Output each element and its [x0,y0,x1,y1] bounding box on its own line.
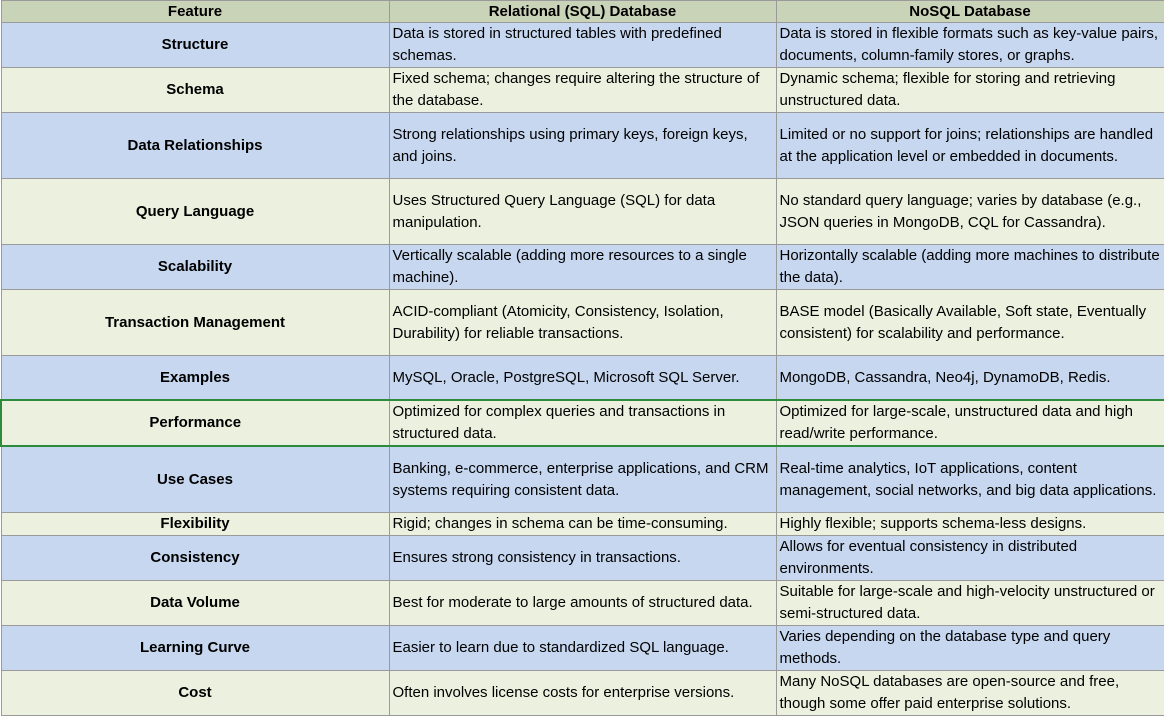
nosql-cell[interactable]: BASE model (Basically Available, Soft state, Eventually consistent) for scalability and performance. [776,290,1164,356]
table-row [1,179,1164,245]
feature-cell[interactable]: Schema [1,68,389,113]
table-row [1,626,1164,671]
feature-cell[interactable]: Performance [1,400,389,446]
sql-cell[interactable]: Data is stored in structured tables with predefined schemas. [389,23,776,68]
table-row [1,671,1164,716]
nosql-cell[interactable]: Allows for eventual consistency in distributed environments. [776,536,1164,581]
nosql-cell[interactable]: No standard query language; varies by database (e.g., JSON queries in MongoDB, CQL for Cassandra). [776,179,1164,245]
sql-cell[interactable]: Optimized for complex queries and transactions in structured data. [389,400,776,446]
feature-cell[interactable]: Transaction Management [1,290,389,356]
feature-cell[interactable]: Cost [1,671,389,716]
feature-cell[interactable]: Data Volume [1,581,389,626]
table-row [1,581,1164,626]
header-row [1,1,1164,23]
feature-cell[interactable]: Data Relationships [1,113,389,179]
table-row [1,245,1164,290]
sql-cell[interactable]: Banking, e-commerce, enterprise applications, and CRM systems requiring consistent data. [389,446,776,513]
table-row [1,23,1164,68]
sql-cell[interactable]: MySQL, Oracle, PostgreSQL, Microsoft SQL Server. [389,356,776,401]
table-row-selected [1,400,1164,446]
nosql-cell[interactable]: MongoDB, Cassandra, Neo4j, DynamoDB, Redis. [776,356,1164,401]
header-feature[interactable]: Feature [1,1,389,23]
sql-cell[interactable]: Easier to learn due to standardized SQL language. [389,626,776,671]
nosql-cell[interactable]: Suitable for large-scale and high-velocity unstructured or semi-structured data. [776,581,1164,626]
nosql-cell[interactable]: Horizontally scalable (adding more machines to distribute the data). [776,245,1164,290]
feature-cell[interactable]: Use Cases [1,446,389,513]
sql-cell[interactable]: Best for moderate to large amounts of structured data. [389,581,776,626]
nosql-cell[interactable]: Real-time analytics, IoT applications, content management, social networks, and big data applications. [776,446,1164,513]
sql-cell[interactable]: Vertically scalable (adding more resources to a single machine). [389,245,776,290]
nosql-cell[interactable]: Varies depending on the database type and query methods. [776,626,1164,671]
header-nosql[interactable]: NoSQL Database [776,1,1164,23]
sql-cell[interactable]: ACID-compliant (Atomicity, Consistency, Isolation, Durability) for reliable transactions. [389,290,776,356]
feature-cell[interactable]: Query Language [1,179,389,245]
feature-cell[interactable]: Flexibility [1,513,389,536]
sql-cell[interactable]: Ensures strong consistency in transactions. [389,536,776,581]
nosql-cell[interactable]: Optimized for large-scale, unstructured data and high read/write performance. [776,400,1164,446]
table-row [1,446,1164,513]
feature-cell[interactable]: Consistency [1,536,389,581]
table-row [1,536,1164,581]
feature-cell[interactable]: Learning Curve [1,626,389,671]
sql-cell[interactable]: Uses Structured Query Language (SQL) for data manipulation. [389,179,776,245]
table-row [1,290,1164,356]
nosql-cell[interactable]: Dynamic schema; flexible for storing and retrieving unstructured data. [776,68,1164,113]
feature-cell[interactable]: Structure [1,23,389,68]
table-row [1,513,1164,536]
table-row [1,68,1164,113]
nosql-cell[interactable]: Data is stored in flexible formats such as key-value pairs, documents, column-family stores, or graphs. [776,23,1164,68]
nosql-cell[interactable]: Many NoSQL databases are open-source and free, though some offer paid enterprise solutions. [776,671,1164,716]
table-row [1,356,1164,401]
header-sql[interactable]: Relational (SQL) Database [389,1,776,23]
sql-cell[interactable]: Rigid; changes in schema can be time-consuming. [389,513,776,536]
feature-cell[interactable]: Examples [1,356,389,401]
nosql-cell[interactable]: Highly flexible; supports schema-less designs. [776,513,1164,536]
sql-cell[interactable]: Fixed schema; changes require altering the structure of the database. [389,68,776,113]
table-row [1,113,1164,179]
nosql-cell[interactable]: Limited or no support for joins; relationships are handled at the application level or embedded in documents. [776,113,1164,179]
sql-cell[interactable]: Strong relationships using primary keys, foreign keys, and joins. [389,113,776,179]
feature-cell[interactable]: Scalability [1,245,389,290]
sql-cell[interactable]: Often involves license costs for enterprise versions. [389,671,776,716]
